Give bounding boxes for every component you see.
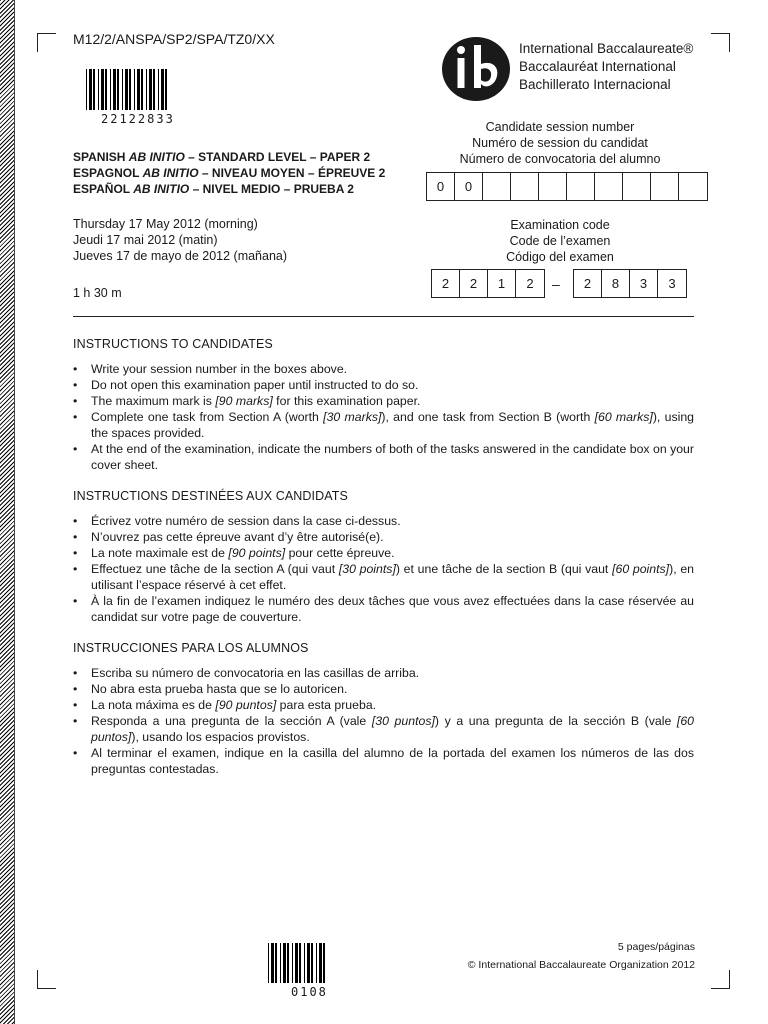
bottom-barcode-number: 0108 — [291, 985, 328, 999]
instruction-item: • Escriba su número de convocatoria en las casillas de arriba. — [73, 665, 694, 681]
instructions-fr — [73, 488, 694, 625]
title-es: ESPAÑOL AB INITIO – NIVEL MEDIO – PRUEBA 2 — [73, 182, 354, 196]
digit-box[interactable]: 0 — [427, 173, 455, 200]
instructions-es — [73, 640, 694, 777]
exam-code-separator: – — [552, 276, 560, 292]
digit-box: 2 — [574, 270, 602, 297]
instruction-list — [73, 513, 694, 625]
page-count: 5 pages/páginas — [617, 941, 695, 953]
instructions-en — [73, 336, 694, 473]
digit-box: 2 — [432, 270, 460, 297]
instruction-item: • Écrivez votre numéro de session dans la case ci-dessus. — [73, 513, 694, 529]
digit-box: 2 — [526, 276, 534, 291]
instruction-item: • The maximum mark is [90 marks] for this examination paper. — [73, 393, 694, 409]
barcode-gap — [325, 943, 328, 983]
instruction-item: • Al terminar el examen, indique en la casilla del alumno de la portada del examen los números de las dos preguntas contestadas. — [73, 745, 694, 777]
instruction-item: • La nota máxima es de [90 puntos] para esta prueba. — [73, 697, 694, 713]
digit-box[interactable] — [595, 173, 623, 200]
top-barcode — [86, 69, 170, 110]
digit-box[interactable] — [651, 173, 679, 200]
exam-code-group-2 — [573, 269, 687, 298]
instruction-item: • Effectuez une tâche de la section A (qui vaut [30 points]) et une tâche de la section B (qui vaut [60 points]), en utilisant l’espace réservé à cet effet. — [73, 561, 694, 593]
ib-logo-icon — [441, 36, 511, 102]
ib-wordmark — [519, 40, 693, 94]
digit-box: 1 — [488, 270, 516, 297]
crop-mark-bottom-left — [37, 970, 56, 989]
digit-box[interactable] — [539, 173, 567, 200]
digit-box[interactable] — [679, 173, 707, 200]
digit-box: 2 — [460, 270, 488, 297]
header-divider — [73, 316, 694, 317]
paper-code: M12/2/ANSPA/SP2/SPA/TZ0/XX — [73, 31, 275, 47]
exam-dates: Thursday 17 May 2012 (morning) Jeudi 17 mai 2012 (matin) Jueves 17 de mayo de 2012 (mañana) — [73, 217, 288, 263]
instruction-item: • À la fin de l’examen indiquez le numéro des deux tâches que vous avez effectuées dans la case réservée au candidat sur votre page de couverture. — [73, 593, 694, 625]
logo-line-fr: Baccalauréat International — [519, 59, 676, 74]
exam-duration: 1 h 30 m — [73, 286, 122, 300]
instruction-item: • At the end of the examination, indicate the numbers of both of the tasks answered in the candidate box on your cover sheet. — [73, 441, 694, 473]
binding-hatch-strip — [0, 0, 15, 1024]
title-fr: ESPAGNOL AB INITIO – NIVEAU MOYEN – ÉPREUVE 2 — [73, 166, 386, 180]
digit-box[interactable] — [511, 173, 539, 200]
instruction-item: • No abra esta prueba hasta que se lo autoricen. — [73, 681, 694, 697]
instruction-item: • Responda a una pregunta de la sección A (vale [30 puntos]) y a una pregunta de la sección B (vale [60 puntos]), usando los espacios provistos. — [73, 713, 694, 745]
instruction-list — [73, 665, 694, 777]
barcode-gap — [167, 69, 170, 110]
digit-box[interactable]: 0 — [455, 173, 483, 200]
instructions-heading: INSTRUCTIONS DESTINÉES AUX CANDIDATS — [73, 489, 348, 503]
digit-box[interactable] — [623, 173, 651, 200]
crop-mark-top-right — [711, 33, 730, 52]
digit-box: 8 — [602, 270, 630, 297]
digit-box[interactable] — [567, 173, 595, 200]
bottom-barcode — [268, 943, 328, 983]
title-en: SPANISH AB INITIO – STANDARD LEVEL – PAPER 2 — [73, 150, 371, 164]
instruction-item: • La note maximale est de [90 points] pour cette épreuve. — [73, 545, 694, 561]
paper-titles — [73, 149, 385, 197]
copyright: © International Baccalaureate Organization 2012 — [467, 959, 695, 971]
instruction-item: • N’ouvrez pas cette épreuve avant d’y être autorisé(e). — [73, 529, 694, 545]
session-number-labels: Candidate session number Numéro de session du candidat Número de convocatoria del alumno — [459, 120, 661, 166]
logo-line-en: International Baccalaureate® — [519, 41, 694, 56]
digit-box[interactable] — [483, 173, 511, 200]
instruction-list — [73, 361, 694, 473]
instruction-item: • Write your session number in the boxes above. — [73, 361, 694, 377]
crop-mark-top-left — [37, 33, 56, 52]
instructions-heading: INSTRUCTIONS TO CANDIDATES — [73, 337, 273, 351]
exam-code-labels: Examination code Code de l’examen Código del examen — [506, 218, 614, 264]
instruction-item: • Do not open this examination paper until instructed to do so. — [73, 377, 694, 393]
logo-line-es: Bachillerato Internacional — [519, 77, 671, 92]
session-number-boxes[interactable] — [426, 172, 708, 201]
exam-code-group-1 — [431, 269, 545, 298]
instruction-item: • Complete one task from Section A (worth [30 marks]), and one task from Section B (worth [60 marks]), using the spaces provided. — [73, 409, 694, 441]
digit-box: 3 — [630, 270, 658, 297]
top-barcode-number: 22122833 — [101, 112, 175, 126]
crop-mark-bottom-right — [711, 970, 730, 989]
instructions-heading: INSTRUCCIONES PARA LOS ALUMNOS — [73, 641, 309, 655]
digit-box: 3 — [668, 276, 676, 291]
